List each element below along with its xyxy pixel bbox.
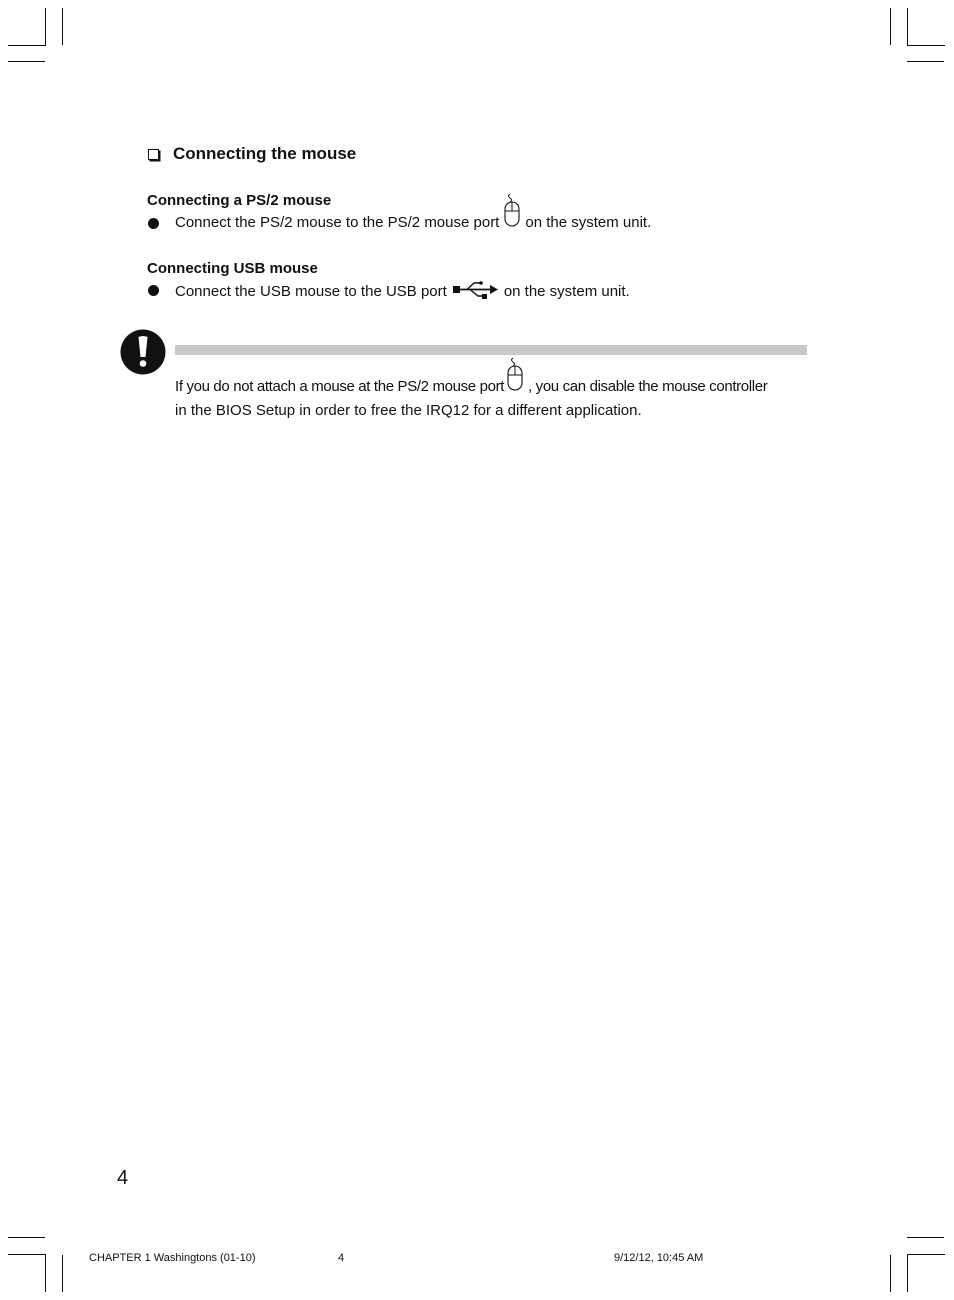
section-title: Connecting the mouse: [173, 144, 357, 163]
ps2-instruction: [175, 194, 651, 232]
usb-heading: Connecting USB mouse: [147, 260, 318, 277]
crop-mark: [8, 1237, 45, 1238]
bullet-dot-icon: [148, 285, 159, 296]
bullet-dot-icon: [148, 218, 159, 229]
crop-mark: [907, 1254, 908, 1292]
usb-text-before: Connect the USB mouse to the USB port: [175, 283, 447, 300]
page-number: 4: [117, 1167, 129, 1189]
ps2-mouse-port-icon: [502, 192, 524, 230]
usb-icon: [452, 281, 500, 301]
note-line-1: [175, 358, 767, 396]
crop-mark: [907, 61, 944, 62]
note-text-after: , you can disable the mouse controller: [528, 378, 768, 395]
usb-instruction: [175, 281, 630, 301]
crop-mark: [45, 1254, 46, 1292]
crop-mark: [890, 8, 891, 45]
usb-text-after: on the system unit.: [503, 283, 630, 300]
crop-mark: [8, 1254, 46, 1255]
ps2-text-before: Connect the PS/2 mouse to the PS/2 mouse port: [175, 214, 500, 231]
footer-timestamp: 9/12/12, 10:45 AM: [614, 1252, 704, 1264]
footer-page: 4: [338, 1252, 345, 1264]
checkbox-icon: [148, 149, 159, 160]
crop-mark: [907, 45, 945, 46]
crop-mark: [8, 61, 45, 62]
ps2-text-after: on the system unit.: [525, 214, 652, 231]
note-divider-bar: [175, 345, 807, 355]
ps2-heading: Connecting a PS/2 mouse: [147, 192, 332, 209]
crop-mark: [907, 1237, 944, 1238]
crop-mark: [907, 8, 908, 46]
crop-mark: [907, 1254, 945, 1255]
exclamation-caution-icon: [120, 329, 166, 375]
section-heading: [148, 144, 356, 164]
note-line-2: in the BIOS Setup in order to free the IRQ12 for a different application.: [175, 402, 642, 419]
footer-file-name: CHAPTER 1 Washingtons (01-10): [89, 1252, 256, 1264]
crop-mark: [62, 1255, 63, 1292]
crop-mark: [890, 1255, 891, 1292]
crop-mark: [45, 8, 46, 46]
ps2-mouse-port-icon: [505, 356, 527, 394]
crop-mark: [8, 45, 46, 46]
note-text-before: If you do not attach a mouse at the PS/2 mouse port: [175, 378, 505, 395]
crop-mark: [62, 8, 63, 45]
